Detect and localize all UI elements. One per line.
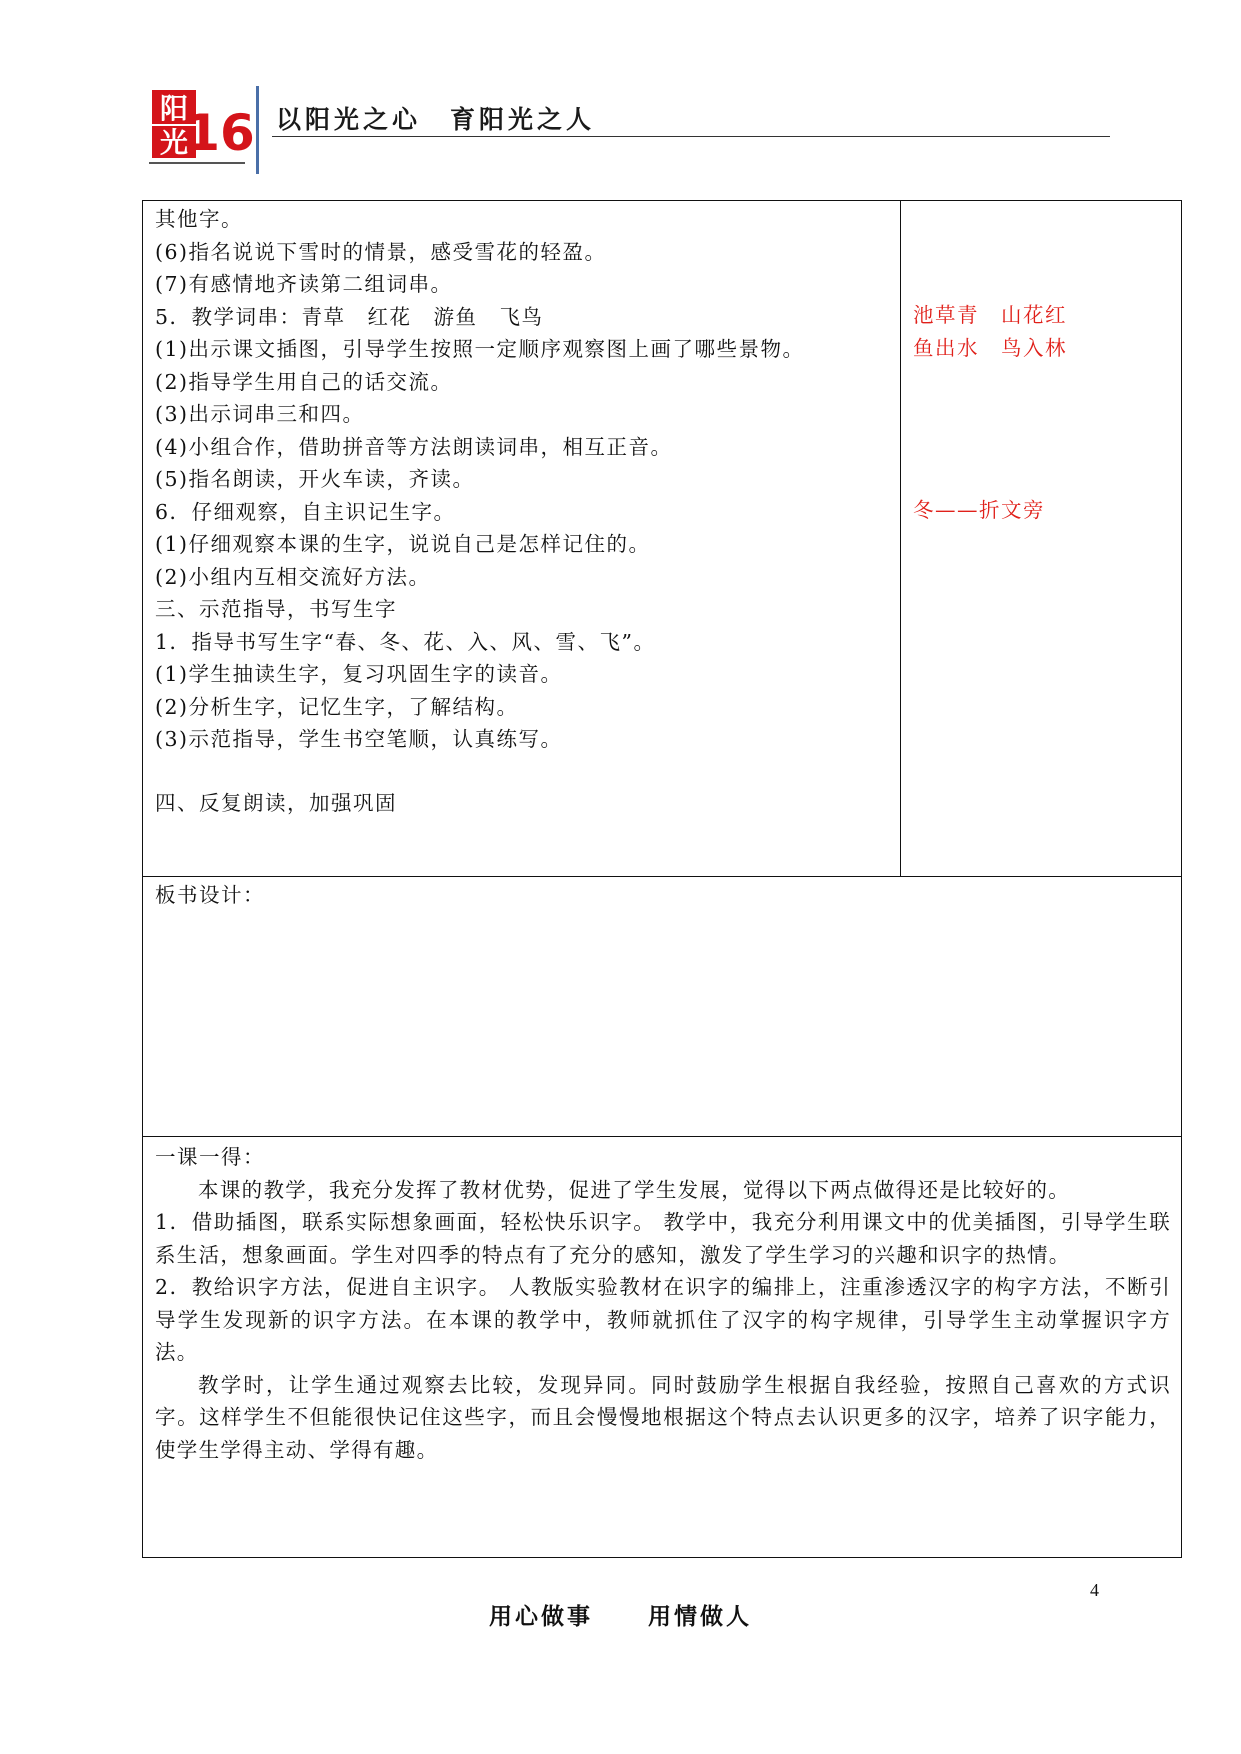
school-logo (150, 88, 255, 162)
step-line: 三、示范指导，书写生字 (155, 597, 397, 621)
reflection-paragraph: 1．借助插图，联系实际想象画面，轻松快乐识字。 教学中，我充分利用课文中的优美插图，引导学生联系生活，想象画面。学生对四季的特点有了充分的感知，激发了学生学习的兴趣和识字的热情。 (155, 1210, 1171, 1267)
lesson-plan-table (142, 200, 1182, 1558)
logo-underline (149, 162, 245, 164)
step-line: 6．仔细观察，自主识记生字。 (155, 499, 456, 524)
page-footer (0, 1598, 1241, 1631)
header-motto: 以阳光之心 育阳光之人 (276, 105, 596, 134)
step-line: (6)指名说说下雪时的情景，感受雪花的轻盈。 (155, 239, 607, 264)
step-line: (4)小组合作，借助拼音等方法朗读词串，相互正音。 (155, 434, 673, 459)
footer-slogan-right: 用情做人 (648, 1603, 752, 1630)
logo-number: 16 (185, 104, 255, 162)
note-word-pairs-1: 池草青 山花红 (913, 303, 1067, 327)
logo-bottom-char: 光 (159, 126, 189, 159)
page-header (150, 82, 1110, 178)
teaching-process-row (143, 201, 1181, 877)
reflection-paragraph: 教学时，让学生通过观察去比较，发现异同。同时鼓励学生根据自我经验，按照自己喜欢的方式识字。这样学生不但能很快记住这些字，而且会慢慢地根据这个特点去认识更多的汉字，培养了识字能力，使学生学得主动、学得有趣。 (155, 1372, 1171, 1462)
step-line: 1．指导书写生字“春、冬、花、入、风、雪、飞”。 (155, 629, 656, 654)
step-line: (3)示范指导，学生书空笔顺，认真练写。 (155, 727, 563, 751)
board-notes-cell (901, 201, 1181, 876)
step-line: 其他字。 (155, 207, 243, 231)
note-word-pairs-2: 鱼出水 鸟入林 (913, 335, 1067, 360)
page-number: 4 (1090, 1580, 1099, 1600)
step-line: (1)学生抽读生字，复习巩固生字的读音。 (155, 662, 563, 686)
logo-top-char: 阳 (159, 92, 189, 125)
step-line: (7)有感情地齐读第二组词串。 (155, 272, 453, 296)
step-line: (5)指名朗读，开火车读，齐读。 (155, 467, 475, 491)
reflection-paragraph: 本课的教学，我充分发挥了教材优势，促进了学生发展，觉得以下两点做得还是比较好的。 (198, 1177, 1071, 1202)
header-rule (272, 136, 1110, 137)
step-heading-final: 四、反复朗读，加强巩固 (155, 790, 397, 815)
step-line: (2)指导学生用自己的话交流。 (155, 369, 453, 394)
reflection-label: 一课一得： (155, 1145, 265, 1169)
step-line: (2)小组内互相交流好方法。 (155, 564, 431, 589)
note-radical: 冬——折文旁 (913, 498, 1045, 522)
reflection-paragraph: 2．教给识字方法，促进自主识字。 人教版实验教材在识字的编排上，注重渗透汉字的构字方法，不断引导学生发现新的识字方法。在本课的教学中，教师就抓住了汉字的构字规律，引导学生主动掌握识字方法。 (155, 1275, 1171, 1364)
board-design-label: 板书设计： (155, 883, 265, 907)
step-line: (2)分析生字，记忆生字，了解结构。 (155, 694, 519, 719)
step-line: (1)出示课文插图，引导学生按照一定顺序观察图上画了哪些景物。 (155, 337, 805, 361)
reflection-row (143, 1137, 1181, 1557)
header-divider (256, 86, 259, 174)
step-line: 5．教学词串：青草 红花 游鱼 飞鸟 (155, 304, 544, 329)
teaching-steps-cell (143, 201, 901, 876)
step-line: (1)仔细观察本课的生字，说说自己是怎样记住的。 (155, 532, 651, 556)
board-design-row (143, 877, 1181, 1137)
step-line: (3)出示词串三和四。 (155, 402, 365, 426)
footer-slogan-left: 用心做事 (488, 1603, 593, 1630)
